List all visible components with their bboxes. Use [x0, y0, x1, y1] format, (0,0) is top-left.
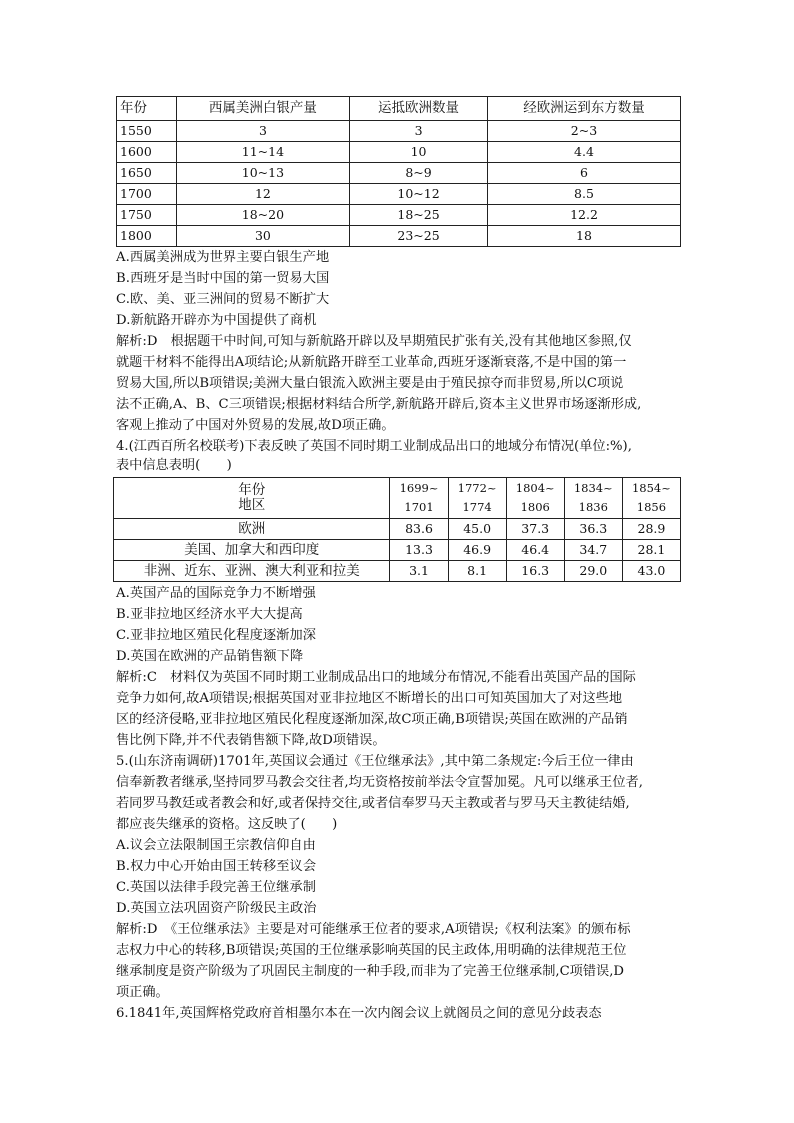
q5-option-a: A.议会立法限制国王宗教信仰自由	[116, 838, 316, 853]
year-range-end: 1806	[520, 500, 550, 514]
year-range-end: 1836	[578, 500, 608, 514]
year-header-cell	[564, 478, 622, 519]
year-range-start: 1804~	[515, 481, 555, 495]
table-cell: 13.3	[390, 540, 448, 561]
table-cell: 10~12	[350, 184, 488, 205]
q5-option-b: B.权力中心开始由国王转移至议会	[116, 859, 317, 874]
table-cell: 8.1	[448, 561, 506, 582]
table-cell: 23~25	[350, 226, 488, 247]
table-cell: 29.0	[564, 561, 622, 582]
q3-analysis-line: 解析:D 根据题干中时间,可知与新航路开辟以及早期殖民扩张有关,没有其他地区参照,仅	[116, 334, 632, 349]
q5-option-c: C.英国以法律手段完善王位继承制	[116, 880, 317, 895]
year-header-cell	[390, 478, 448, 519]
table-header-row	[117, 97, 681, 121]
q4-option-c: C.亚非拉地区殖民化程度逐渐加深	[116, 628, 317, 643]
header-year-region-cell	[114, 478, 390, 519]
table-cell: 1800	[117, 226, 177, 247]
q4-analysis-line: 售比例下降,并不代表销售额下降,故D项错误。	[116, 733, 386, 748]
table-cell: 28.1	[622, 540, 680, 561]
table-header-cell: 经欧洲运到东方数量	[487, 97, 680, 121]
table-cell: 11~14	[176, 142, 349, 163]
region-cell: 非洲、近东、亚洲、澳大利亚和拉美	[114, 561, 390, 582]
table-cell: 28.9	[622, 519, 680, 540]
q3-option-b: B.西班牙是当时中国的第一贸易大国	[116, 271, 330, 286]
export-table	[113, 477, 681, 582]
year-range-end: 1856	[636, 500, 667, 514]
header-year-label: 年份	[238, 482, 266, 499]
year-range-start: 1854~	[631, 481, 671, 495]
table-cell: 1600	[117, 142, 177, 163]
q5-stem-line: 都应丧失继承的资格。这反映了( )	[116, 817, 338, 832]
q3-analysis-line: 贸易大国,所以B项错误;美洲大量白银流入欧洲主要是由于殖民掠夺而非贸易,所以C项说	[116, 376, 624, 391]
table-cell: 3	[176, 121, 349, 142]
table-row	[117, 226, 681, 247]
table-cell: 12	[176, 184, 349, 205]
table-cell: 6	[487, 163, 680, 184]
q3-analysis-line: 就题干材料不能得出A项结论;从新航路开辟至工业革命,西班牙逐渐衰落,不是中国的第一	[116, 355, 627, 370]
year-range-start: 1772~	[457, 481, 497, 495]
table-cell: 1650	[117, 163, 177, 184]
q4-option-d: D.英国在欧洲的产品销售额下降	[116, 649, 304, 664]
q5-analysis-line: 项正确。	[116, 985, 169, 1000]
table-row	[117, 121, 681, 142]
table-row	[114, 540, 681, 561]
region-cell: 美国、加拿大和西印度	[114, 540, 390, 561]
table-cell: 18	[487, 226, 680, 247]
table-cell: 8~9	[350, 163, 488, 184]
q3-analysis-line: 客观上推动了中国对外贸易的发展,故D项正确。	[116, 418, 395, 433]
year-header-cell	[448, 478, 506, 519]
table-header-row	[114, 478, 681, 519]
q4-analysis-line: 解析:C 材料仅为英国不同时期工业制成品出口的地域分布情况,不能看出英国产品的国际	[116, 670, 636, 685]
table-row	[117, 163, 681, 184]
table-cell: 4.4	[487, 142, 680, 163]
q6-stem-line: 6.1841年,英国辉格党政府首相墨尔本在一次内阁会议上就阁员之间的意见分歧表态	[116, 1006, 602, 1021]
q5-stem-line: 若同罗马教廷或者教会和好,或者保持交往,或者信奉罗马天主教或者与罗马天主教徒结婚,	[116, 796, 630, 811]
table-cell: 2~3	[487, 121, 680, 142]
q3-analysis-line: 法不正确,A、B、C三项错误;根据材料结合所学,新航路开辟后,资本主义世界市场逐渐形成,	[116, 397, 642, 412]
q3-option-d: D.新航路开辟亦为中国提供了商机	[116, 313, 317, 328]
table-cell: 46.4	[506, 540, 564, 561]
table-cell: 10~13	[176, 163, 349, 184]
silver-table	[116, 96, 681, 247]
table-cell: 83.6	[390, 519, 448, 540]
table-cell: 34.7	[564, 540, 622, 561]
table-row	[114, 561, 681, 582]
year-range-start: 1699~	[399, 481, 439, 495]
year-range-start: 1834~	[573, 481, 613, 495]
q4-stem-line: 表中信息表明( )	[116, 458, 232, 473]
table-header-cell: 西属美洲白银产量	[176, 97, 349, 121]
q5-stem-line: 信奉新教者继承,坚持同罗马教会交往者,均无资格按前举法令宣誓加冕。凡可以继承王位者,	[116, 775, 643, 790]
q4-option-b: B.亚非拉地区经济水平大大提高	[116, 607, 303, 622]
table-cell: 16.3	[506, 561, 564, 582]
table-header-cell: 年份	[117, 97, 177, 121]
q4-analysis-line: 区的经济侵略,亚非拉地区殖民化程度逐渐加深,故C项正确,B项错误;英国在欧洲的产品销	[116, 712, 628, 727]
q5-analysis-line: 解析:D 《王位继承法》主要是对可能继承王位者的要求,A项错误;《权利法案》的颁布标	[116, 922, 631, 937]
table-row	[114, 519, 681, 540]
table-header-cell: 运抵欧洲数量	[350, 97, 488, 121]
header-region-label: 地区	[238, 497, 266, 513]
table-cell: 12.2	[487, 205, 680, 226]
table-cell: 30	[176, 226, 349, 247]
year-header-cell	[622, 478, 680, 519]
table-cell: 3	[350, 121, 488, 142]
q5-analysis-line: 志权力中心的转移,B项错误;英国的王位继承影响英国的民主政体,用明确的法律规范王位	[116, 943, 627, 958]
table-row	[117, 142, 681, 163]
q4-stem-line: 4.(江西百所名校联考)下表反映了英国不同时期工业制成品出口的地域分布情况(单位:%),	[116, 439, 632, 454]
table-cell: 8.5	[487, 184, 680, 205]
table-cell: 18~25	[350, 205, 488, 226]
table-row	[117, 205, 681, 226]
region-cell: 欧洲	[114, 519, 390, 540]
year-header-cell	[506, 478, 564, 519]
table-cell: 10	[350, 142, 488, 163]
table-cell: 43.0	[622, 561, 680, 582]
year-range-end: 1774	[462, 500, 492, 514]
q5-analysis-line: 继承制度是资产阶级为了巩固民主制度的一种手段,而非为了完善王位继承制,C项错误,D	[116, 964, 624, 979]
year-range-end: 1701	[404, 500, 434, 514]
table-cell: 45.0	[448, 519, 506, 540]
table-row	[117, 184, 681, 205]
q4-option-a: A.英国产品的国际竞争力不断增强	[116, 586, 316, 601]
table-cell: 46.9	[448, 540, 506, 561]
table-cell: 1750	[117, 205, 177, 226]
q5-option-d: D.英国立法巩固资产阶级民主政治	[116, 901, 317, 916]
table-cell: 36.3	[564, 519, 622, 540]
q4-analysis-line: 竞争力如何,故A项错误;根据英国对亚非拉地区不断增长的出口可知英国加大了对这些地	[116, 691, 623, 706]
q3-option-c: C.欧、美、亚三洲间的贸易不断扩大	[116, 292, 330, 307]
table-cell: 37.3	[506, 519, 564, 540]
table-cell: 18~20	[176, 205, 349, 226]
q5-stem-line: 5.(山东济南调研)1701年,英国议会通过《王位继承法》,其中第二条规定:今后王位一律由	[116, 754, 634, 769]
table-cell: 1550	[117, 121, 177, 142]
table-cell: 1700	[117, 184, 177, 205]
table-cell: 3.1	[390, 561, 448, 582]
q3-option-a: A.西属美洲成为世界主要白银生产地	[116, 250, 330, 265]
